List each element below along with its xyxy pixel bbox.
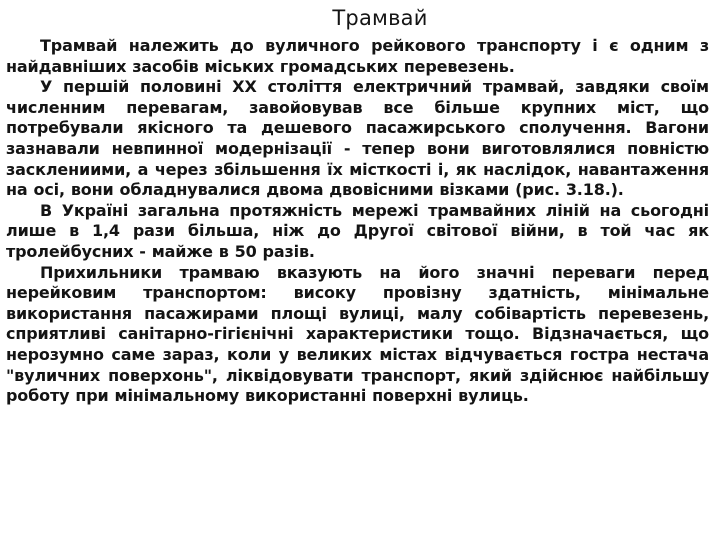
slide-body xyxy=(6,36,709,407)
paragraph-intro: Трамвай належить до вуличного рейкового транспорту і є одним з найдавніших засобів міських громадських перевезень. xyxy=(6,36,709,76)
paragraph-history: У першій половині XX століття електричний трамвай, завдяки своїм численним перевагам, завойовував все більше крупних міст, що потребували якісного та дешевого пасажирського сполучення. Вагони зазнавали невпинної модернізації - тепер вони виготовлялися повністю засклениими, а через збільшення їх місткості і, як наслідок, навантаження на осі, вони обладнувалися двома двовісними візками (рис. 3.18.). xyxy=(6,77,709,200)
slide-title: Трамвай xyxy=(332,6,428,30)
paragraph-ukraine: В Україні загальна протяжність мережі трамвайних ліній на сьогодні лише в 1,4 рази більша, ніж до Другої світової війни, в той час як тролейбусних - майже в 50 разів. xyxy=(6,200,709,261)
paragraph-advantages: Прихильники трамваю вказують на його значні переваги перед нерейковим транспортом: високу провізну здатність, мінімальне використання пасажирами площі вулиці, малу собівартість перевезень, сприятливі санітарно-гігієнічні характеристики тощо. Відзначається, що нерозумно саме зараз, коли у великих містах відчувається гостра нестача "вуличних поверхонь", ліквідовувати транспорт, який здійснює найбільшу роботу при мінімальному використанні поверхні вулиць. xyxy=(6,262,709,406)
